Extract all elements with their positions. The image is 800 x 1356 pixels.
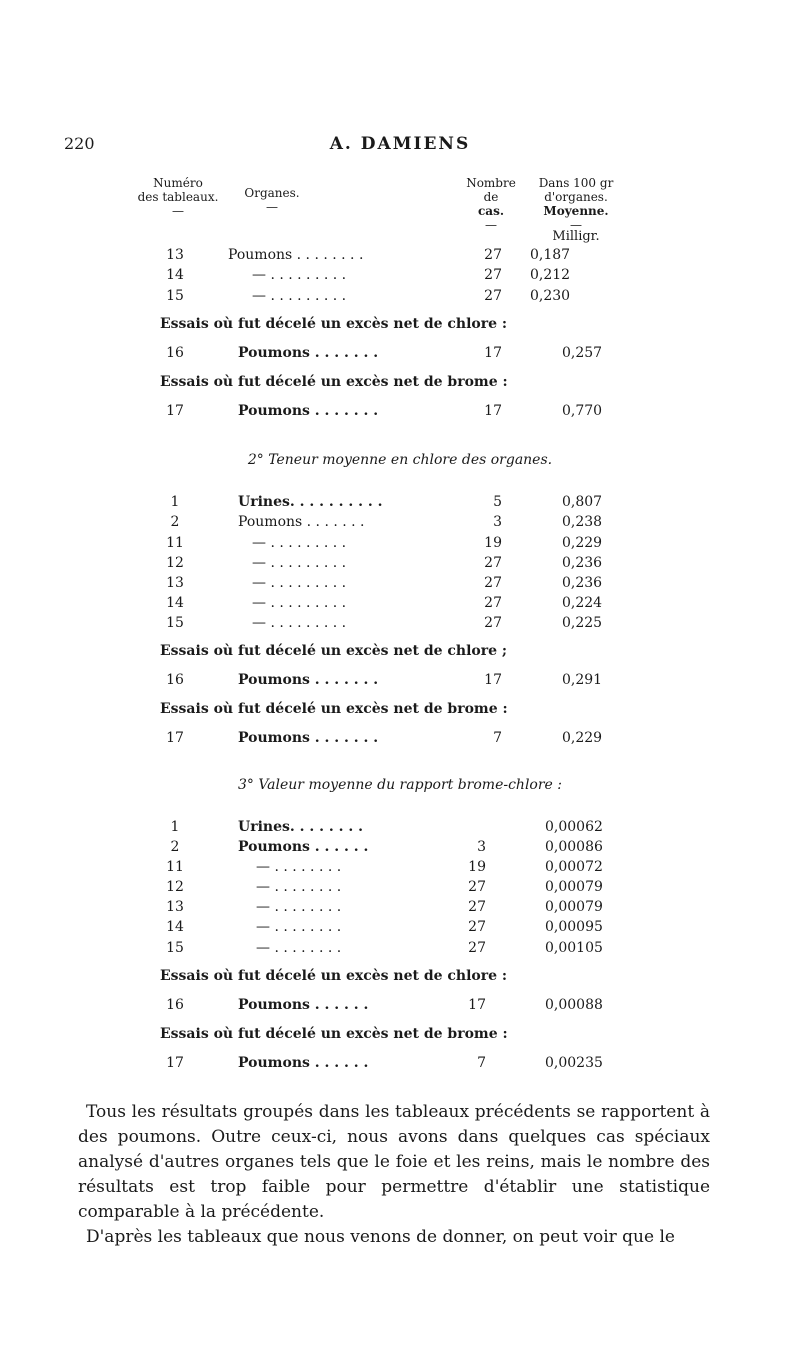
row-value: 0,00235: [545, 1055, 603, 1071]
row-value: 0,00095: [545, 919, 603, 935]
header-numero-dash: —: [172, 204, 184, 218]
row-number: 16: [166, 672, 184, 688]
row-value: 0,230: [530, 288, 571, 304]
row-organ: — . . . . . . . .: [256, 879, 342, 895]
table-row: [0, 839, 800, 859]
row-number: 14: [166, 267, 184, 283]
essais-brome-heading: Essais où fut décelé un excès net de brome :: [160, 374, 508, 390]
table-row: [0, 940, 800, 960]
row-cases: 7: [493, 730, 502, 746]
row-number: 1: [170, 494, 180, 510]
row-value: 0,229: [562, 535, 603, 551]
row-number: 12: [166, 879, 184, 895]
row-value: 0,770: [562, 403, 603, 419]
essais-chlore-heading: Essais où fut décelé un excès net de chlore ;: [160, 643, 508, 659]
row-number: 16: [166, 345, 184, 361]
header-numero-line1: Numéro: [153, 176, 203, 190]
header-nombre-line3: cas.: [477, 204, 504, 218]
header-moyenne: [526, 176, 626, 232]
row-number: 14: [166, 919, 184, 935]
row-organ: Poumons . . . . . .: [238, 1055, 369, 1071]
row-cases: 27: [468, 879, 486, 895]
row-number: 15: [166, 615, 184, 631]
row-cases: 27: [468, 919, 486, 935]
row-cases: 3: [477, 839, 486, 855]
table-row: [0, 730, 800, 750]
row-value: 0,236: [562, 555, 603, 571]
section-2-title: 2° Teneur moyenne en chlore des organes.: [247, 452, 553, 468]
row-number: 11: [166, 535, 184, 551]
header-moyenne-dash: —: [570, 218, 582, 232]
essais-brome-heading: Essais où fut décelé un excès net de brome :: [160, 1026, 508, 1042]
header-nombre-line1: Nombre: [466, 176, 516, 190]
row-number: 1: [170, 819, 180, 835]
table-row: [0, 575, 800, 595]
page-number: 220: [64, 134, 95, 153]
header-moyenne-line3: Moyenne.: [543, 204, 609, 218]
header-moyenne-line2: d'organes.: [544, 190, 608, 204]
row-value: 0,224: [562, 595, 603, 611]
running-head: A. DAMIENS: [329, 134, 471, 154]
row-cases: 27: [484, 555, 502, 571]
row-cases: 3: [493, 514, 502, 530]
row-organ: Poumons . . . . . . .: [238, 514, 365, 530]
table-row: [0, 859, 800, 879]
table-row: [0, 997, 800, 1017]
row-value: 0,238: [562, 514, 603, 530]
row-cases: 7: [477, 1055, 486, 1071]
row-organ: — . . . . . . . . .: [252, 267, 347, 283]
row-number: 17: [166, 403, 184, 419]
row-cases: 27: [484, 267, 502, 283]
row-number: 15: [166, 940, 184, 956]
row-cases: 27: [484, 575, 502, 591]
table-row: [0, 514, 800, 534]
header-numero-line2: des tableaux.: [137, 190, 219, 204]
row-organ: — . . . . . . . .: [256, 859, 342, 875]
row-number: 17: [166, 1055, 184, 1071]
row-cases: 17: [468, 997, 486, 1013]
header-nombre: [456, 176, 526, 232]
row-number: 15: [166, 288, 184, 304]
table-row: [0, 919, 800, 939]
header-numero: [132, 176, 224, 218]
row-value: 0,229: [562, 730, 603, 746]
row-value: 0,00079: [545, 879, 603, 895]
row-value: 0,807: [562, 494, 603, 510]
row-value: 0,00088: [545, 997, 603, 1013]
section-3-title: 3° Valeur moyenne du rapport brome-chlore :: [238, 777, 562, 793]
row-value: 0,212: [530, 267, 571, 283]
row-cases: 27: [484, 247, 502, 263]
row-value: 0,00072: [545, 859, 603, 875]
row-number: 13: [166, 899, 184, 915]
row-cases: 27: [484, 595, 502, 611]
row-number: 17: [166, 730, 184, 746]
body-paragraph-2: D'après les tableaux que nous venons de donner, on peut voir que le: [86, 1227, 675, 1247]
row-number: 12: [166, 555, 184, 571]
body-paragraph-1: Tous les résultats groupés dans les tableaux précédents se rapportent à des poumons. Outre ceux-ci, nous avons dans quelques cas spéciaux analysé d'autres organes tels que le foie et les reins, mais le nombre des résultats est trop faible pour permettre d'établir une statistique comparable à la précédente.: [78, 1102, 710, 1222]
row-value: 0,236: [562, 575, 603, 591]
row-organ: Poumons . . . . . . .: [238, 730, 379, 746]
header-organes-dash: —: [266, 200, 278, 214]
row-value: 0,00086: [545, 839, 603, 855]
row-organ: Poumons . . . . . .: [238, 997, 369, 1013]
row-organ: — . . . . . . . .: [256, 919, 342, 935]
row-value: 0,00079: [545, 899, 603, 915]
row-organ: Poumons . . . . . . . .: [228, 247, 364, 263]
header-organes-label: Organes.: [244, 186, 300, 200]
table-row: [0, 403, 800, 423]
row-cases: 27: [484, 288, 502, 304]
row-value: 0,187: [530, 247, 571, 263]
table-row: [0, 494, 800, 514]
essais-chlore-heading: Essais où fut décelé un excès net de chlore :: [160, 316, 508, 332]
row-organ: — . . . . . . . . .: [252, 595, 347, 611]
table-row: [0, 899, 800, 919]
table-row: [0, 819, 800, 839]
row-cases: 5: [493, 494, 502, 510]
row-organ: Urines. . . . . . . . . .: [238, 494, 383, 510]
row-organ: Poumons . . . . . . .: [238, 672, 379, 688]
table-row: [0, 247, 800, 267]
header-unit: Milligr.: [552, 229, 600, 244]
row-organ: — . . . . . . . .: [256, 899, 342, 915]
row-organ: — . . . . . . . . .: [252, 555, 347, 571]
row-organ: — . . . . . . . . .: [252, 615, 347, 631]
row-number: 11: [166, 859, 184, 875]
row-number: 13: [166, 247, 184, 263]
table-row: [0, 595, 800, 615]
row-cases: 19: [484, 535, 502, 551]
table-row: [0, 879, 800, 899]
row-number: 16: [166, 997, 184, 1013]
header-nombre-line2: de: [483, 190, 499, 204]
row-cases: 17: [484, 345, 502, 361]
row-organ: — . . . . . . . . .: [252, 288, 347, 304]
row-cases: 27: [468, 899, 486, 915]
row-organ: Urines. . . . . . . .: [238, 819, 363, 835]
table-row: [0, 345, 800, 365]
row-value: 0,225: [562, 615, 603, 631]
essais-brome-heading: Essais où fut décelé un excès net de brome :: [160, 701, 508, 717]
row-organ: Poumons . . . . . .: [238, 839, 369, 855]
row-organ: Poumons . . . . . . .: [238, 403, 379, 419]
row-organ: — . . . . . . . .: [256, 940, 342, 956]
row-organ: — . . . . . . . . .: [252, 575, 347, 591]
row-cases: 17: [484, 403, 502, 419]
row-organ: Poumons . . . . . . .: [238, 345, 379, 361]
row-number: 13: [166, 575, 184, 591]
row-value: 0,257: [562, 345, 603, 361]
header-moyenne-line1: Dans 100 gr: [538, 176, 614, 190]
header-nombre-dash: —: [485, 218, 497, 232]
row-cases: 27: [484, 615, 502, 631]
row-organ: — . . . . . . . . .: [252, 535, 347, 551]
table-row: [0, 267, 800, 287]
table-row: [0, 535, 800, 555]
table-row: [0, 1055, 800, 1075]
row-value: 0,00062: [545, 819, 603, 835]
essais-chlore-heading: Essais où fut décelé un excès net de chlore :: [160, 968, 508, 984]
row-value: 0,00105: [545, 940, 603, 956]
table-row: [0, 288, 800, 308]
row-number: 14: [166, 595, 184, 611]
row-cases: 17: [484, 672, 502, 688]
table-row: [0, 672, 800, 692]
row-cases: 27: [468, 940, 486, 956]
table-row: [0, 615, 800, 635]
row-number: 2: [170, 839, 180, 855]
row-number: 2: [170, 514, 180, 530]
row-value: 0,291: [562, 672, 603, 688]
header-organes: [232, 186, 312, 214]
row-cases: 19: [468, 859, 486, 875]
table-row: [0, 555, 800, 575]
